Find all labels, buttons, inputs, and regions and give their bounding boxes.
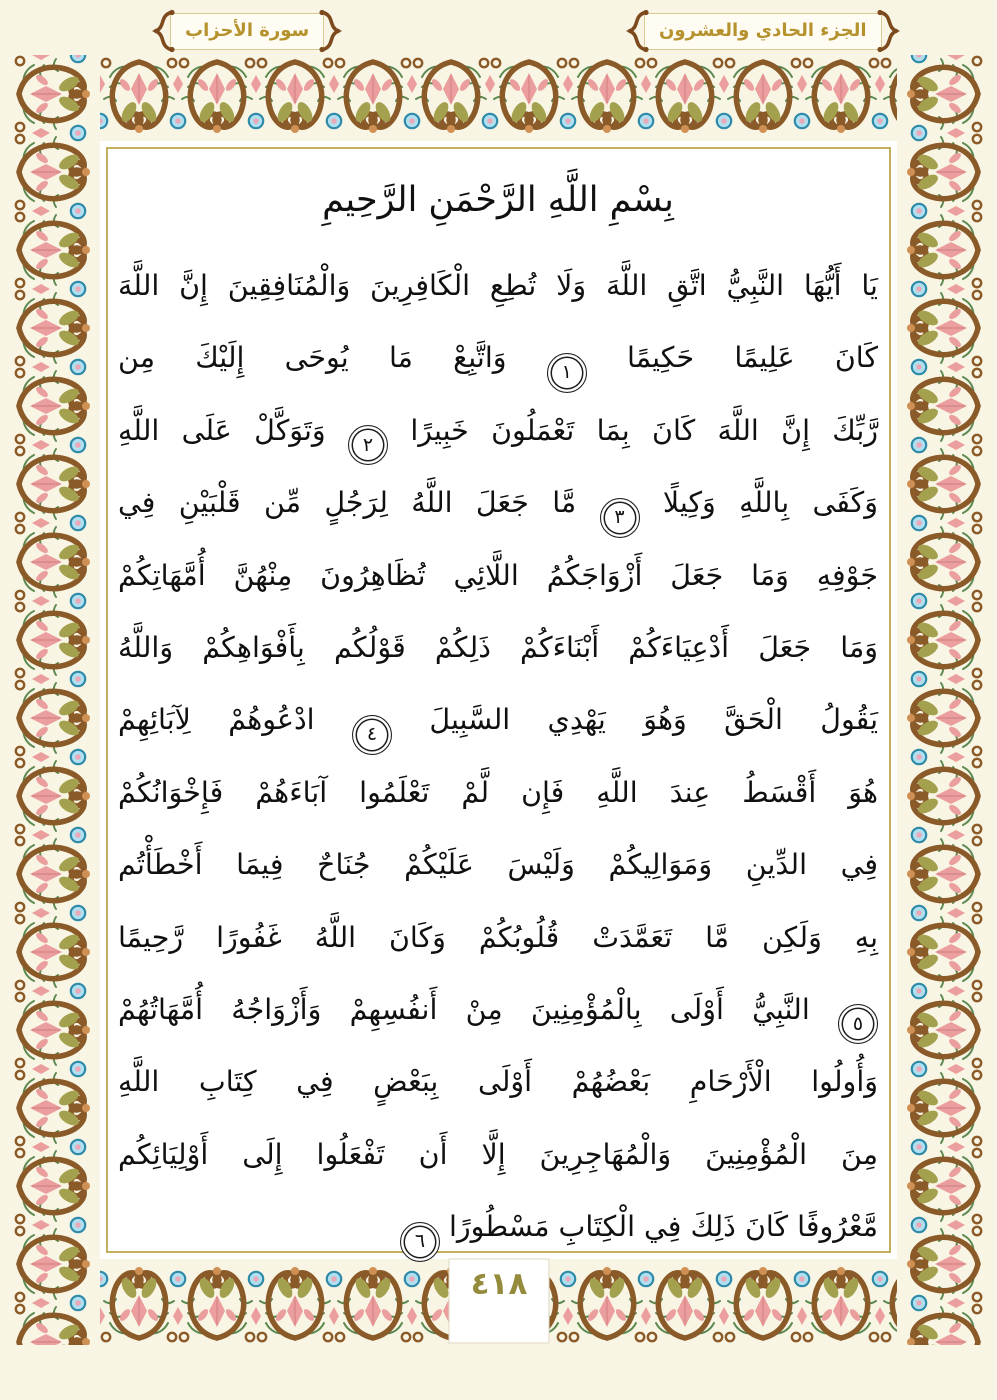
quran-line [118,612,878,684]
ayah-text: هُوَ أَقْسَطُ عِندَ اللَّهِ فَإِن لَّمْ تَعْلَمُوا آبَاءَهُمْ فَإِخْوَانُكُمْ [118,775,878,809]
quran-line [118,1191,878,1263]
juz-title: الجزء الحادي والعشرون [644,13,882,50]
ayah-text: وَتَوَكَّلْ عَلَى اللَّهِ [118,413,326,447]
verse-marker: ٣ [600,498,640,538]
verse-marker: ٦ [400,1222,440,1262]
ayah-text: وَأُولُوا الْأَرْحَامِ بَعْضُهُمْ أَوْلَى بِبَعْضٍ فِي كِتَابِ اللَّهِ [118,1065,878,1099]
ayah-text: مَّعْرُوفًا كَانَ ذَلِكَ فِي الْكِتَابِ مَسْطُورًا [449,1210,878,1244]
verse-marker: ٤ [352,715,392,755]
quran-line [118,902,878,974]
ayah-text: يَقُولُ الْحَقَّ وَهُوَ يَهْدِي السَّبِيلَ [429,703,879,737]
verse-marker: ٥ [838,1004,878,1044]
quran-line [118,467,878,539]
quran-line [118,684,878,756]
ayah-text: يَا أَيُّهَا النَّبِيُّ اتَّقِ اللَّهَ وَلَا تُطِعِ الْكَافِرِينَ وَالْمُنَافِقِينَ إِنَّ اللَّهَ [118,269,878,302]
ayah-text: بِهِ وَلَكِن مَّا تَعَمَّدَتْ قُلُوبُكُمْ وَكَانَ اللَّهُ غَفُورًا رَّحِيمًا [118,920,878,954]
quran-line [118,974,878,1046]
ayah-text: النَّبِيُّ أَوْلَى بِالْمُؤْمِنِينَ مِنْ أَنفُسِهِمْ وَأَزْوَاجُهُ أُمَّهَاتُهُمْ [118,992,810,1026]
ayah-text: جَوْفِهِ وَمَا جَعَلَ أَزْوَاجَكُمُ اللَّائِي تُظَاهِرُونَ مِنْهُنَّ أُمَّهَاتِكُمْ [118,558,878,592]
quran-text-area [118,150,878,1263]
quran-line [118,1119,878,1191]
ayah-text: ادْعُوهُمْ لِآبَائِهِمْ [118,703,315,737]
quran-line [118,250,878,322]
cartouche-bracket-icon [875,9,901,53]
quran-line [118,757,878,829]
cartouche-bracket-icon [151,9,177,53]
ayah-text: مِنَ الْمُؤْمِنِينَ وَالْمُهَاجِرِينَ إِلَّا أَن تَفْعَلُوا إِلَى أَوْلِيَائِكُم [118,1137,878,1171]
ayah-text: فِي الدِّينِ وَمَوَالِيكُمْ وَلَيْسَ عَلَيْكُمْ جُنَاحٌ فِيمَا أَخْطَأْتُم [118,848,878,882]
juz-title-cartouche [632,9,894,53]
ayah-text: مَّا جَعَلَ اللَّهُ لِرَجُلٍ مِّن قَلْبَيْنِ فِي [118,486,577,520]
ayah-text: وَمَا جَعَلَ أَدْعِيَاءَكُمْ أَبْنَاءَكُمْ ذَلِكُمْ قَوْلُكُم بِأَفْوَاهِكُمْ وَاللَّهُ [118,630,878,664]
cartouche-bracket-icon [317,9,343,53]
cartouche-bracket-icon [625,9,651,53]
quran-lines [118,250,878,1263]
ayah-text: وَكَفَى بِاللَّهِ وَكِيلًا [662,486,878,520]
ayah-text: كَانَ عَلِيمًا حَكِيمًا [627,341,879,375]
quran-line [118,829,878,901]
bismillah: بِسْمِ اللَّهِ الرَّحْمَنِ الرَّحِيمِ [322,180,674,220]
page-number: ٤١٨ [470,1266,528,1302]
verse-marker: ٢ [348,425,388,465]
quran-line [118,322,878,394]
verse-marker: ١ [547,353,587,393]
ayah-text: رَّبِّكَ إِنَّ اللَّهَ كَانَ بِمَا تَعْمَلُونَ خَبِيرًا [410,413,879,447]
quran-line [118,540,878,612]
surah-title-cartouche [158,9,336,53]
surah-title: سورة الأحزاب [170,13,324,50]
ayah-text: وَاتَّبِعْ مَا يُوحَى إِلَيْكَ مِن [118,341,507,375]
quran-line [118,395,878,467]
quran-line [118,1046,878,1118]
